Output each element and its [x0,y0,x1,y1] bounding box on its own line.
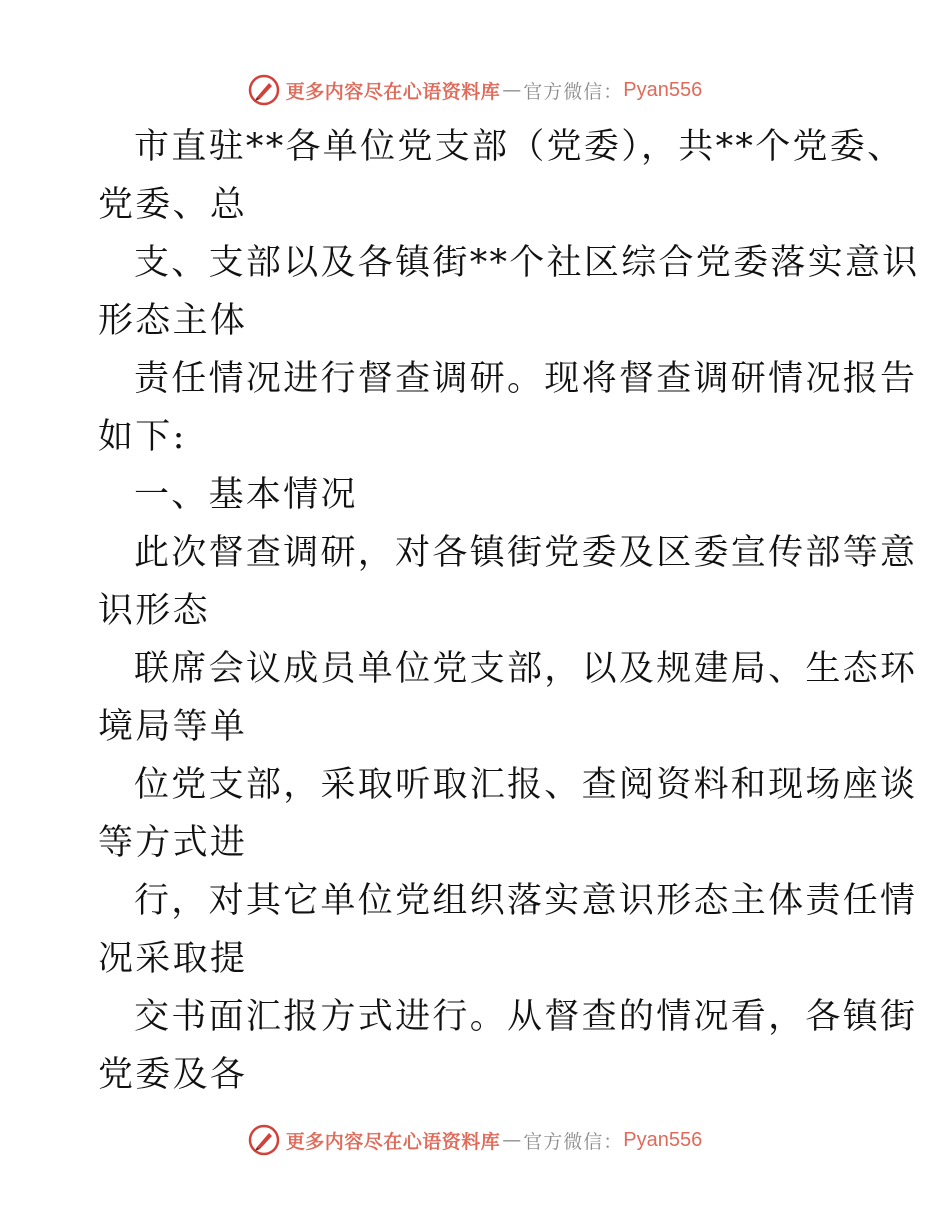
paragraph-line: 市直驻**各单位党支部（党委），共**个党委、 [134,127,905,167]
header-watermark-banner [0,70,950,110]
paragraph-line: 识形态 [98,591,210,631]
paragraph-line: 如下: [98,417,187,457]
paragraph-line: 境局等单 [98,707,248,747]
paragraph-line: 联席会议成员单位党支部，以及规建局、生态环 [134,649,918,689]
paragraph-line: 责任情况进行督查调研。现将督查调研情况报告 [134,359,918,399]
paragraph-line: 交书面汇报方式进行。从督查的情况看，各镇街 [134,997,918,1037]
wechat-id: Pyan556 [623,1128,703,1151]
paragraph-line: 况采取提 [98,939,248,979]
document-body [98,118,920,1104]
promo-text: 更多内容尽在心语资料库 [285,1130,501,1153]
official-wechat-label: 官方微信： [523,80,624,103]
promo-text: 更多内容尽在心语资料库 [285,80,501,103]
paragraph-line: 形态主体 [98,301,248,341]
wechat-id: Pyan556 [623,78,703,101]
paragraph-line: 党委及各 [98,1055,248,1095]
pen-logo-icon [248,74,280,106]
paragraph-line: 等方式进 [98,823,248,863]
banner-separator: — [502,79,522,101]
banner-separator: — [502,1129,522,1151]
paragraph-line: 此次督查调研，对各镇街党委及区委宣传部等意 [134,533,918,573]
pen-logo-icon [248,1124,280,1156]
paragraph-line: 位党支部，采取听取汇报、查阅资料和现场座谈 [134,765,918,805]
paragraph-line: 行，对其它单位党组织落实意识形态主体责任情 [134,881,918,921]
footer-watermark-banner [0,1120,950,1160]
official-wechat-label: 官方微信： [523,1130,624,1153]
section-heading: 一、基本情况 [134,475,358,515]
paragraph-line: 支、支部以及各镇街**个社区综合党委落实意识 [134,243,920,283]
paragraph-line: 党委、总 [98,185,248,225]
